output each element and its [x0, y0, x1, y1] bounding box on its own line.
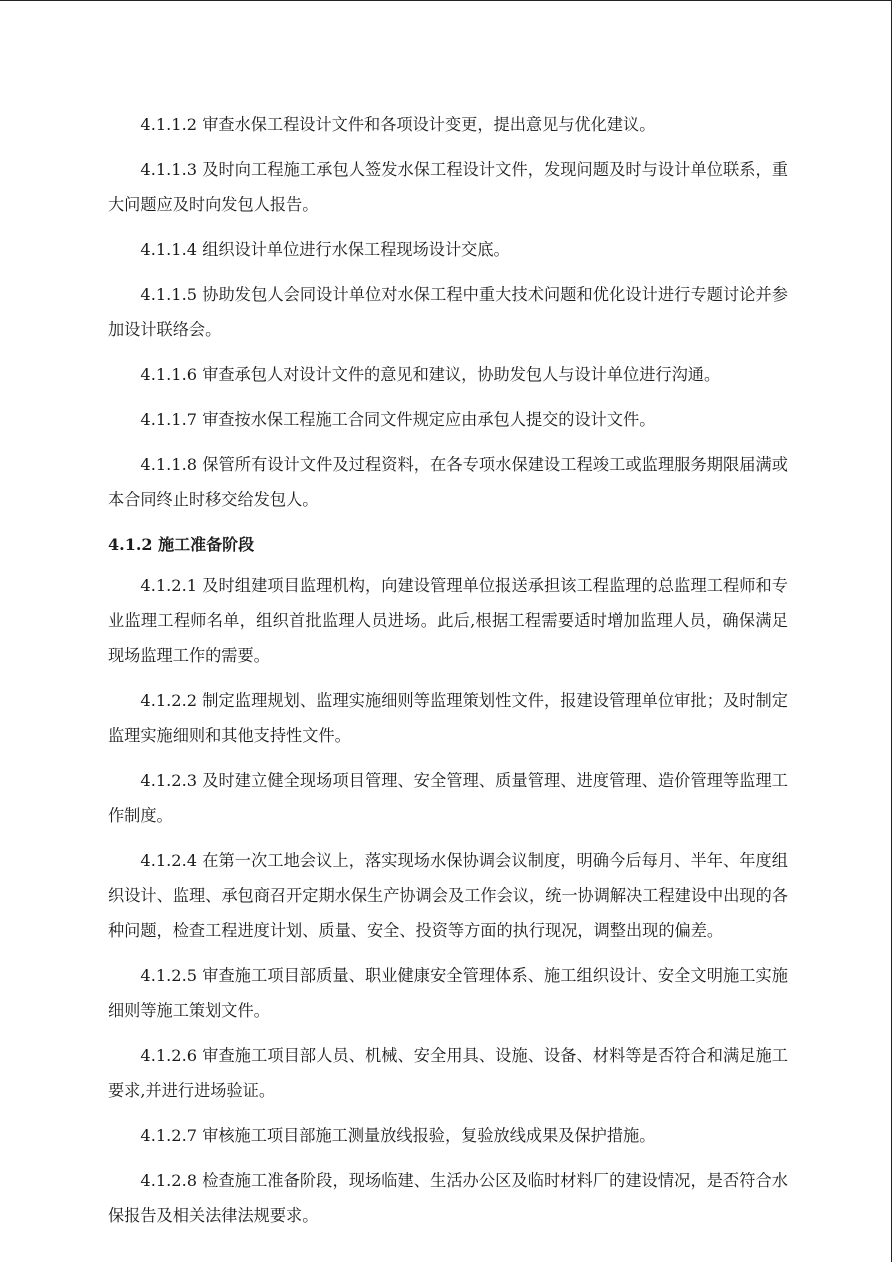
clause-number: 4.1.1.4	[140, 240, 198, 259]
clause-number: 4.1.2.6	[140, 1046, 198, 1065]
clause-number: 4.1.1.2	[140, 115, 198, 134]
clause-number: 4.1.1.8	[140, 455, 198, 474]
clause-text: 审查施工项目部人员、机械、安全用具、设施、设备、材料等是否符合和满足施工要求,并进行进场验证。	[108, 1046, 788, 1100]
clause-text: 制定监理规划、监理实施细则等监理策划性文件，报建设管理单位审批；及时制定监理实施细则和其他支持性文件。	[108, 691, 788, 745]
clause-4-1-1-3	[108, 152, 788, 222]
clause-number: 4.1.2.3	[140, 771, 198, 790]
clause-number: 4.1.1.7	[140, 410, 198, 429]
clause-text: 审查施工项目部质量、职业健康安全管理体系、施工组织设计、安全文明施工实施细则等施工策划文件。	[108, 966, 788, 1020]
clause-4-1-1-6	[108, 357, 788, 392]
clause-text: 在第一次工地会议上，落实现场水保协调会议制度，明确今后每月、半年、年度组织设计、监理、承包商召开定期水保生产协调会及工作会议，统一协调解决工程建设中出现的各种问题，检查工程进度计划、质量、安全、投资等方面的执行现况，调整出现的偏差。	[108, 851, 788, 940]
clause-number: 4.1.2.2	[140, 691, 198, 710]
clause-text: 审查承包人对设计文件的意见和建议，协助发包人与设计单位进行沟通。	[202, 365, 721, 384]
clause-text: 审查水保工程设计文件和各项设计变更，提出意见与优化建议。	[202, 115, 656, 134]
clause-4-1-2-2	[108, 683, 788, 753]
clause-text: 协助发包人会同设计单位对水保工程中重大技术问题和优化设计进行专题讨论并参加设计联络会。	[108, 285, 788, 339]
clause-4-1-2-5	[108, 958, 788, 1028]
document-body	[108, 107, 788, 1243]
clause-4-1-2-1	[108, 568, 788, 673]
clause-4-1-1-5	[108, 277, 788, 347]
clause-number: 4.1.2.5	[140, 966, 198, 985]
clause-text: 审查按水保工程施工合同文件规定应由承包人提交的设计文件。	[202, 410, 656, 429]
clause-text: 及时建立健全现场项目管理、安全管理、质量管理、进度管理、造价管理等监理工作制度。	[108, 771, 788, 825]
clause-4-1-1-2	[108, 107, 788, 142]
clause-4-1-2-7	[108, 1118, 788, 1153]
clause-4-1-2-6	[108, 1038, 788, 1108]
clause-4-1-1-7	[108, 402, 788, 437]
clause-number: 4.1.2.7	[140, 1126, 198, 1145]
clause-number: 4.1.1.6	[140, 365, 198, 384]
clause-text: 及时组建项目监理机构，向建设管理单位报送承担该工程监理的总监理工程师和专业监理工程师名单，组织首批监理人员进场。此后,根据工程需要适时增加监理人员，确保满足现场监理工作的需要。	[108, 576, 788, 665]
clause-number: 4.1.2.8	[140, 1171, 198, 1190]
clause-4-1-2-8	[108, 1163, 788, 1233]
clause-number: 4.1.2.4	[140, 851, 198, 870]
clause-number: 4.1.2.1	[140, 576, 198, 595]
clause-4-1-1-8	[108, 447, 788, 517]
clause-4-1-1-4	[108, 232, 788, 267]
clause-text: 及时向工程施工承包人签发水保工程设计文件，发现问题及时与设计单位联系，重大问题应及时向发包人报告。	[108, 160, 788, 214]
clause-text: 组织设计单位进行水保工程现场设计交底。	[202, 240, 510, 259]
clause-4-1-2-3	[108, 763, 788, 833]
clause-number: 4.1.1.5	[140, 285, 198, 304]
clause-4-1-2-4	[108, 843, 788, 948]
clause-text: 审核施工项目部施工测量放线报验，复验放线成果及保护措施。	[202, 1126, 656, 1145]
clause-text: 检查施工准备阶段，现场临建、生活办公区及临时材料厂的建设情况，是否符合水保报告及相关法律法规要求。	[108, 1171, 788, 1225]
clause-number: 4.1.1.3	[140, 160, 198, 179]
section-heading-4-1-2: 4.1.2 施工准备阶段	[108, 535, 255, 554]
clause-text: 保管所有设计文件及过程资料，在各专项水保建设工程竣工或监理服务期限届满或本合同终止时移交给发包人。	[108, 455, 788, 509]
